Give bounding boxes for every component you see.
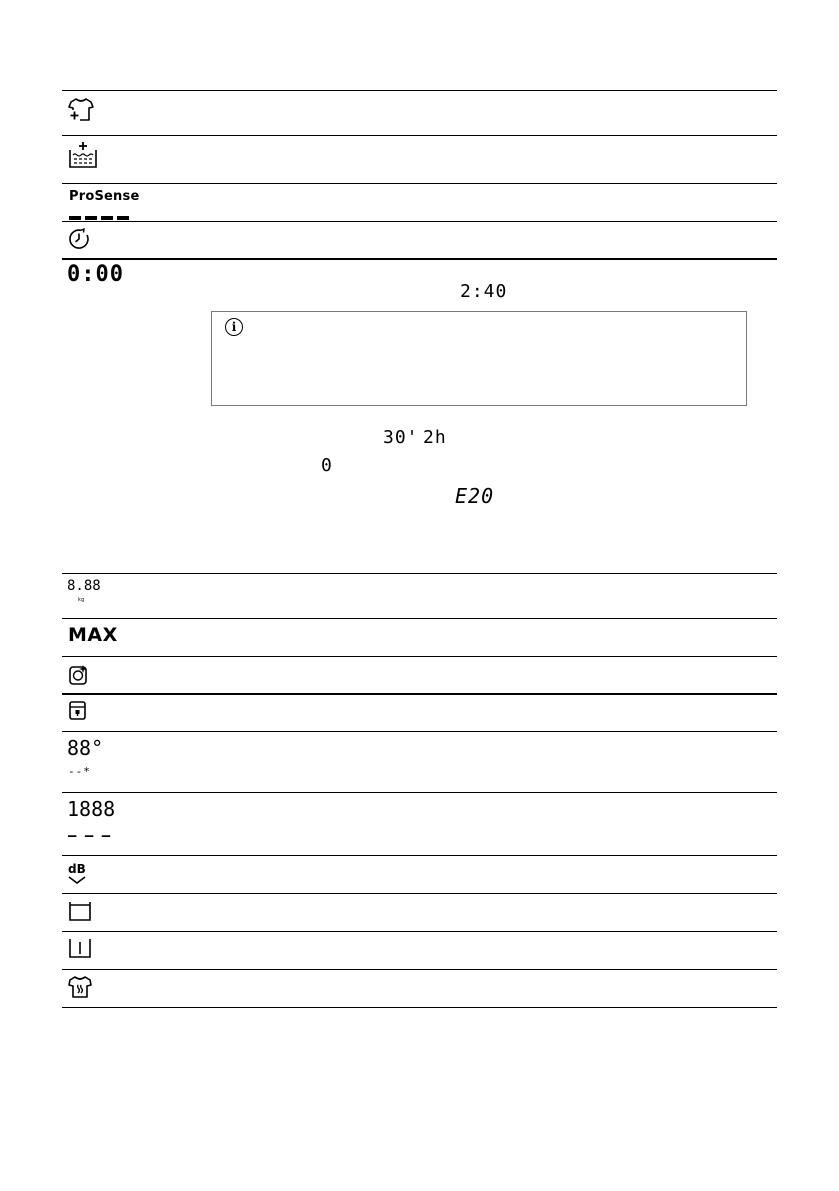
spin-off-display: – – –: [68, 828, 111, 844]
delay-start-timer-icon: [68, 228, 90, 250]
row-divider: [62, 221, 777, 222]
info-icon: i: [225, 318, 243, 336]
table-top-rule: [62, 573, 777, 574]
row-divider: [62, 135, 777, 136]
prosense-bars-icon: [69, 205, 129, 209]
row-divider: [62, 656, 777, 657]
time-display-icon: 0:00: [67, 262, 124, 287]
increment-2h-display: 2h: [423, 427, 447, 448]
duration-example-display: 2:40: [460, 281, 508, 302]
table-top-rule: [62, 90, 777, 91]
steam-shirt-icon: [68, 976, 92, 998]
row-divider: [62, 258, 777, 260]
door-lock-icon: [69, 701, 87, 721]
soak-tub-icon: [69, 901, 91, 921]
info-note-box: [211, 311, 747, 406]
load-weight-unit-label: kg: [78, 597, 85, 603]
quiet-mode-icon: dB: [68, 862, 86, 876]
extra-water-plus-icon: [68, 141, 98, 169]
row-divider: [62, 618, 777, 619]
row-divider: [62, 855, 777, 856]
quiet-mode-chevron-icon: [68, 876, 86, 884]
row-divider: [62, 731, 777, 732]
row-divider: [62, 693, 777, 695]
row-divider: [62, 792, 777, 793]
table-bottom-rule: [62, 1007, 777, 1008]
load-weight-display-icon: 8.88: [67, 578, 101, 594]
increment-30min-display: 30': [383, 427, 419, 448]
spin-speed-display-icon: 1888: [67, 797, 116, 821]
error-code-display: E20: [455, 484, 495, 508]
row-divider: [62, 893, 777, 894]
extra-rinse-shirt-plus-icon: [68, 98, 94, 122]
temperature-off-display: --*: [68, 765, 91, 778]
max-load-icon: MAX: [68, 624, 118, 646]
temperature-display-icon: 88°: [67, 736, 104, 760]
prosense-icon: ProSense: [69, 189, 140, 204]
row-divider: [62, 931, 777, 932]
row-divider: [62, 183, 777, 184]
row-divider: [62, 969, 777, 970]
rinse-hold-icon: [69, 938, 91, 958]
drum-clean-icon: [69, 664, 89, 686]
zero-display: 0: [321, 455, 333, 476]
